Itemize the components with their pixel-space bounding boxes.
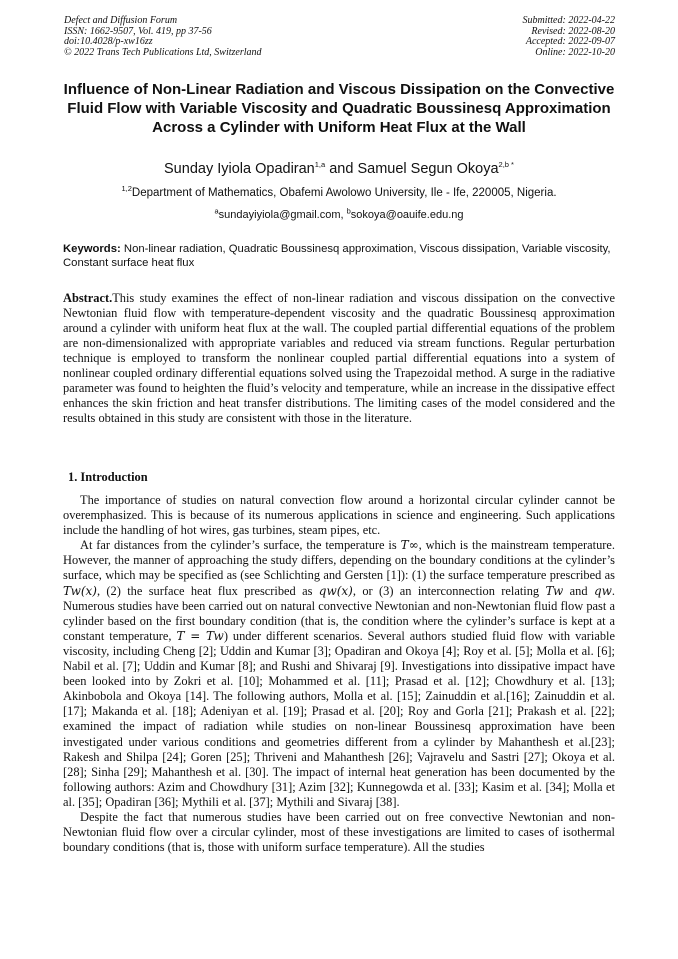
journal-header-left bbox=[64, 16, 262, 58]
affiliation-sup: 1,2 bbox=[121, 184, 132, 194]
math-t-equals-tw: T = Tw bbox=[176, 628, 224, 643]
text-run: , (2) the surface heat flux prescribed as bbox=[96, 583, 319, 598]
intro-paragraph-2 bbox=[63, 538, 615, 810]
journal-issn: ISSN: 1662-9507, Vol. 419, pp 37-56 bbox=[64, 25, 212, 37]
affiliation-text: Department of Mathematics, Obafemi Awolowo University, Ile - Ife, 220005, Nigeria. bbox=[131, 187, 557, 199]
affiliation bbox=[62, 186, 616, 200]
date-revised: Revised: 2022-08-20 bbox=[531, 25, 615, 37]
date-submitted: Submitted: 2022-04-22 bbox=[522, 15, 615, 26]
text-run: , which is the mainstream temperature. However, the manner of approaching the study differs, depending on the boundary conditions at the cylinder’s surface, which may be specified as (see Schlichting and Gersten [1]): (1) the surface temperature prescribed as bbox=[63, 538, 615, 583]
journal-doi: doi:10.4028/p-xw16zz bbox=[64, 36, 153, 48]
section-heading-introduction: 1. Introduction bbox=[68, 470, 148, 484]
keywords bbox=[63, 242, 615, 270]
email-b-sup: b bbox=[346, 206, 351, 216]
text-run: and bbox=[563, 583, 594, 598]
introduction-body bbox=[63, 493, 615, 855]
journal-header-right bbox=[523, 16, 616, 58]
author-conjunction: and bbox=[329, 161, 354, 177]
author-2: Samuel Segun Okoya bbox=[357, 161, 499, 177]
paper-title: Influence of Non-Linear Radiation and Viscous Dissipation on the Convective Fluid Flow with Variable Viscosity and Quadratic Boussinesq Approximation Across a Cylinder with Uniform Heat Flux at the Wall bbox=[63, 81, 615, 136]
date-accepted: Accepted: 2022-09-07 bbox=[525, 36, 615, 48]
abstract-label: Abstract. bbox=[63, 291, 113, 305]
intro-paragraph-3: Despite the fact that numerous studies have been carried out on free convective Newtonian and non-Newtonian fluid flow over a circular cylinder, most of these investigations are limited to cases of isothermal boundary conditions (that is, those with uniform surface temperature). All the studies bbox=[63, 809, 615, 855]
math-qw: qw bbox=[593, 583, 612, 598]
author-line bbox=[62, 160, 616, 178]
math-t-infinity: T∞ bbox=[400, 538, 419, 553]
text-run: . Numerous studies have been carried out on natural convective Newtonian and non-Newtonian fluid flow past a cylinder based on the first boundary condition (that is, the condition where the cylinder’s surface is kept at a constant temperature, bbox=[63, 583, 615, 643]
text-run: ) under different scenarios. Several authors studied fluid flow with variable viscosity, including Cheng [2]; Uddin and Kumar [3]; Opadiran and Okoya [4]; Roy et al. [5]; Molla et al. [6]; Nabil et al. [7]; Uddin and Kumar [8]; and Rushi and Shivaraj [9]. Investigations into dissipative impact have been looked into by Zokri et al. [10]; Mohammed et al. [11]; Prasad et al. [12]; Chowdhury et al. [13]; Akinbobola and Okoya [14]. The following authors, Molla et al. [15]; Zainuddin et al.[16]; Zainuddin et al.[17]; Makanda et al. [18]; Adeniyan et al. [19]; Prasad et al. [20]; Roy and Gorla [21]; Prakash et al. [22]; examined the impact of radiation while studies on non-linear Boussinesq approximation have been investigated under various conditions and geometries different from a cylinder by Mahanthesh et al.[23]; Rakesh and Shilpa [24]; Goren [25]; Thriveni and Mahanthesh [26]; Vajravelu and Sastri [27]; Okoya et al.[28]; Sinha [29]; Mahanthesh et al. [30]. The impact of internal heat generation has been documented by the following authors: Azim and Chowdhury [31]; Azim [32]; Kunnegowda et al. [33]; Kasim et al. [34]; Molla et al. [35]; Opadiran [36]; Mythili et al. [37]; Mythili and Sivaraj [38]. bbox=[63, 628, 615, 809]
keywords-label: Keywords: bbox=[63, 243, 121, 255]
author-1: Sunday Iyiola Opadiran bbox=[164, 161, 315, 177]
abstract bbox=[63, 291, 615, 426]
author-2-sup: 2,b * bbox=[498, 160, 514, 170]
journal-name: Defect and Diffusion Forum bbox=[64, 15, 178, 26]
math-tw: Tw bbox=[545, 583, 564, 598]
author-1-sup: 1,a bbox=[314, 160, 326, 170]
email-b[interactable]: sokoya@oauife.edu.ng bbox=[350, 209, 464, 221]
math-qw-x: qw(x) bbox=[318, 583, 353, 598]
emails bbox=[62, 208, 616, 222]
text-run: At far distances from the cylinder’s surface, the temperature is bbox=[80, 538, 401, 553]
keywords-text: Non-linear radiation, Quadratic Boussinesq approximation, Viscous dissipation, Variable viscosity, Constant surface heat flux bbox=[63, 243, 611, 269]
journal-copyright: © 2022 Trans Tech Publications Ltd, Switzerland bbox=[64, 46, 262, 58]
abstract-text: This study examines the effect of non-linear radiation and viscous dissipation on the convective Newtonian fluid flow with temperature-dependent viscosity and the quadratic Boussinesq approximation around a cylinder with uniform heat flux at the wall. The coupled partial differential equations of the problem are non-dimensionalized with appropriate variables and reduced via stream functions. Regular perturbation technique is employed to transform the nonlinear coupled partial differential equations into a system of nonlinear coupled ordinary differential equations solved using the Trapezoidal method. A surge in the radiative parameter was found to heighten the fluid’s velocity and temperature, while an increase in the dissipative effect enhances the skin friction and heat transfer distributions. The limiting cases of the model considered and the results obtained in this study are consistent with those in the literature. bbox=[63, 291, 615, 425]
date-online: Online: 2022-10-20 bbox=[535, 46, 615, 58]
math-tw-x: Tw(x) bbox=[63, 583, 97, 598]
email-a-sup: a bbox=[214, 206, 219, 216]
intro-paragraph-1: The importance of studies on natural convection flow around a horizontal circular cylinder cannot be overemphasized. This is because of its numerous applications in science and engineering. Such applications include the handling of hot wires, gas turbines, steam pipes, etc. bbox=[63, 493, 615, 538]
email-a[interactable]: sundayiyiola@gmail.com, bbox=[218, 209, 344, 221]
text-run: , or (3) an interconnection relating bbox=[352, 583, 546, 598]
